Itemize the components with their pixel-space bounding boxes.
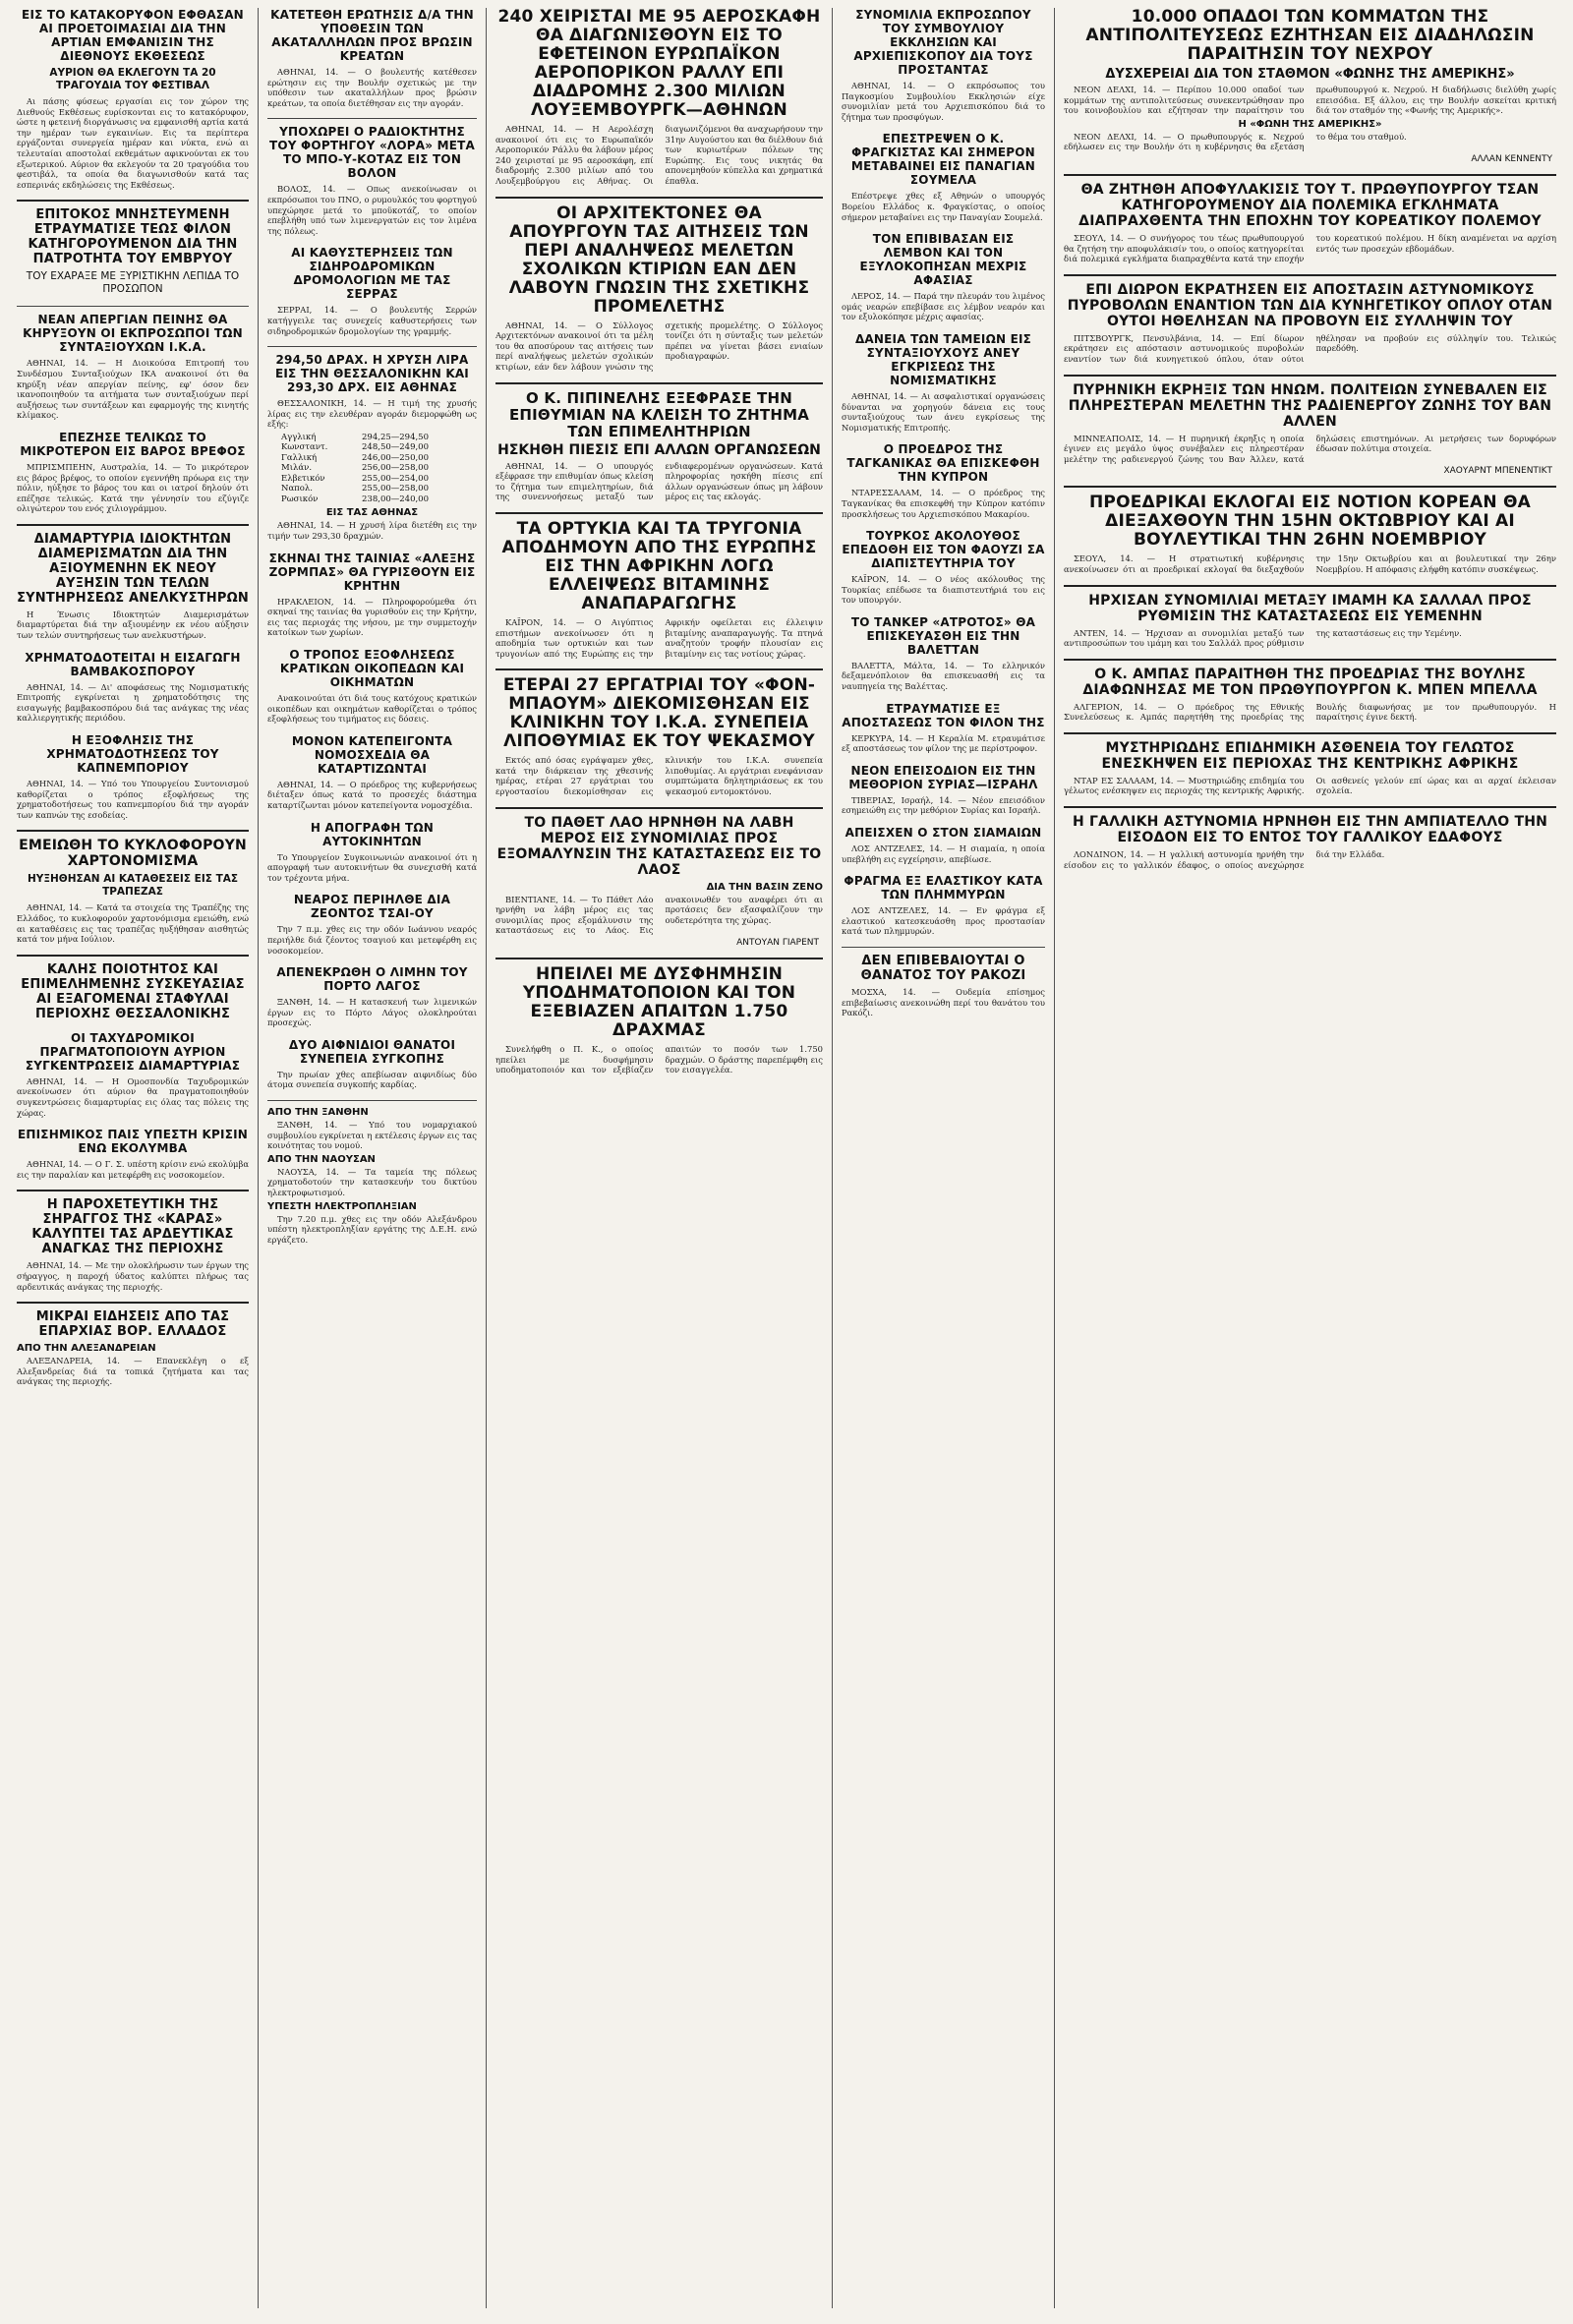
headline: ΝΕΑΝ ΑΠΕΡΓΙΑΝ ΠΕΙΝΗΣ ΘΑ ΚΗΡΥΞΟΥΝ ΟΙ ΕΚΠΡΟΣΩΠΟΙ ΤΩΝ ΣΥΝΤΑΞΙΟΥΧΩΝ Ι.Κ.Α. xyxy=(23,313,243,355)
price-name: Μιλάν. xyxy=(281,463,313,474)
article-body: Αι πάσης φύσεως εργασίαι εις τον χώρον της Διεθνούς Εκθέσεως ευρίσκονται εις το κατακόρυφον, ώστε η φετεινή διοργάνωσις να εμφανισθή αρτία κατά την ημέραν των εγκαινίων. Εις τα περίπτερα εργάζονται συνεργεία ημέραν και νύκτα, ενώ αι τελευταίαι αποστολαί εκθεμάτων αφικνούνται εκ του εξωτερικού. Αύριον θα εκλεγούν τα 20 τραγούδια του φεστιβάλ, τα οποία θα διαγωνισθούν κατά τας εσπερινάς εκδηλώσεις της Εκθέσεως. xyxy=(17,96,249,190)
price-name: Ελβετικόν xyxy=(281,473,325,484)
divider xyxy=(1064,375,1556,377)
article-korea-elections xyxy=(1064,494,1556,574)
article-body: ΒΙΕΝΤΙΑΝΕ, 14. — Το Πάθετ Λάο ηρνήθη να λάβη μέρος εις τας συνομιλίας προς εξομάλυνσιν της καταστάσεως εις το Λάος. Εις ανακοινωθέν του αναφέρει ότι αι προτάσεις δεν εξασφαλίζουν την ουδετερότητα της χώρας. xyxy=(495,894,823,936)
section-label: ΑΠΟ ΤΗΝ ΞΑΝΘΗΝ xyxy=(267,1107,369,1119)
price-value: 255,00—258,00 xyxy=(362,484,429,494)
article-cottonseed xyxy=(17,651,249,724)
headline: ΦΡΑΓΜΑ ΕΞ ΕΛΑΣΤΙΚΟΥ ΚΑΤΑ ΤΩΝ ΠΛΗΜΜΥΡΩΝ xyxy=(844,874,1043,902)
article-body: ΣΕΟΥΛ, 14. — Ο συνήγορος του τέως πρωθυπουργού θα ζητήση την αποφυλάκισίν του, ο οποίος κατηγορείται διά πολεμικά εγκλήματα διαπραχθέντα κατά την εποχήν του κορεατικού πολέμου. Η δίκη αναμένεται να αρχίση εντός των προσεχών εβδομάδων. xyxy=(1064,232,1556,264)
price-value: 256,00—258,00 xyxy=(362,463,429,474)
divider xyxy=(1064,585,1556,587)
price-row xyxy=(281,463,429,474)
section-label: Η «ΦΩΝΗ ΤΗΣ ΑΜΕΡΙΚΗΣ» xyxy=(1238,118,1382,130)
article-body: ΑΘΗΝΑΙ, 14. — Ο βουλευτής κατέθεσεν ερώτησιν εις την Βουλήν σχετικώς με την υπόθεσιν των ακαταλλήλων προς βρώσιν κρεάτων, τα οποία διετέθησαν εις την αγοράν. xyxy=(267,67,477,108)
price-value: 238,00—240,00 xyxy=(362,494,429,504)
article-body: ΑΘΗΝΑΙ, 14. — Ο Γ. Σ. υπέστη κρίσιν ενώ εκολύμβα εις την παραλίαν και μετεφέρθη εις νοσοκομείον. xyxy=(17,1159,249,1180)
headline: Ο ΤΡΟΠΟΣ ΕΞΟΦΛΗΣΕΩΣ ΚΡΑΤΙΚΩΝ ΟΙΚΟΠΕΔΩΝ ΚΑΙ ΟΙΚΗΜΑΤΩΝ xyxy=(279,647,465,689)
article-zorbas xyxy=(267,552,477,638)
divider xyxy=(495,668,823,670)
article-body: ΣΕΡΡΑΙ, 14. — Ο βουλευτής Σερρών κατήγγειλε τας συνεχείς καθυστερήσεις των σιδηροδρομικών δρομολογίων της γραμμής. xyxy=(267,305,477,336)
headline: ΝΕΟΝ ΕΠΕΙΣΟΔΙΟΝ ΕΙΣ ΤΗΝ ΜΕΘΟΡΙΟΝ ΣΥΡΙΑΣ—ΙΣΡΑΗΛ xyxy=(848,763,1038,791)
article-body: ΛΕΡΟΣ, 14. — Παρά την πλευράν του λιμένος ομάς νεαρών επεβίβασε εις λέμβον νεαρόν και τον εξυλοκόπησε μέχρις αφασίας. xyxy=(842,291,1045,322)
article-body: Επέστρεψε χθες εξ Αθηνών ο υπουργός Βορείου Ελλάδος κ. Φραγκίστας, ο οποίος σήμερον μεταβαίνει εις την Παναγίαν Σουμελά. xyxy=(842,191,1045,222)
headline: Ο Κ. ΠΙΠΙΝΕΛΗΣ ΕΞΕΦΡΑΣΕ ΤΗΝ ΕΠΙΘΥΜΙΑΝ ΝΑ ΚΛΕΙΣΗ ΤΟ ΖΗΤΗΜΑ ΤΩΝ ΕΠΙΜΕΛΗΤΗΡΙΩΝ xyxy=(508,388,810,440)
price-row xyxy=(281,433,429,443)
headline: ΑΠΕΙΣΧΕΝ Ο ΣΤΟΝ ΣΙΑΜΑΙΩΝ xyxy=(845,826,1042,841)
article-body: ΒΟΛΟΣ, 14. — Οπως ανεκοίνωσαν οι εκπρόσωποι του ΠΝΟ, ο ρυμουλκός του φορτηγού υπεχώρησε μετά το μποϋκοτάζ, το οποίον επεβλήθη υπό των λιμενεργατών εις τον λιμένα της πόλεως. xyxy=(267,184,477,236)
divider xyxy=(842,947,1045,948)
article-siamese xyxy=(842,826,1045,864)
article-body: ΑΘΗΝΑΙ, 14. — Αι ασφαλιστικαί οργανώσεις δύνανται να χορηγούν δάνεια εις τους συνταξιούχους των άνευ εγκρίσεως της Νομισματικής Επιτροπής. xyxy=(842,390,1045,433)
article-body: Ανακοινούται ότι διά τους κατόχους κρατικών οικοπέδων και οικημάτων καθορίζεται ο τρόπος εξοφλήσεως του τιμήματος εις δόσεις. xyxy=(267,692,477,725)
headline: ΕΙΣ ΤΟ ΚΑΤΑΚΟΡΥΦΟΝ ΕΦΘΑΣΑΝ ΑΙ ΠΡΟΕΤΟΙΜΑΣΙΑΙ ΔΙΑ ΤΗΝ ΑΡΤΙΑΝ ΕΜΦΑΝΙΣΙΝ ΤΗΣ ΔΙΕΘΝΟΥΣ ΕΚΘΕΣΕΩΣ xyxy=(22,8,244,63)
divider xyxy=(1064,274,1556,276)
headline: ΚΑΛΗΣ ΠΟΙΟΤΗΤΟΣ ΚΑΙ ΕΠΙΜΕΛΗΜΕΝΗΣ ΣΥΣΚΕΥΑΣΙΑΣ ΑΙ ΕΞΑΓΟΜΕΝΑΙ ΣΤΑΦΥΛΑΙ ΠΕΡΙΟΧΗΣ ΘΕΣΣΑΛΟΝΙΚΗΣ xyxy=(21,961,245,1021)
price-row xyxy=(281,474,429,485)
price-name: Κωνσταντ. xyxy=(281,442,328,453)
article-body: ΘΕΣΣΑΛΟΝΙΚΗ, 14. — Η τιμή της χρυσής λίρας εις την ελευθέραν αγοράν διεμορφώθη ως εξής: xyxy=(267,398,477,430)
subheadline: ΔΥΣΧΕΡΕΙΑΙ ΔΙΑ ΤΟΝ ΣΤΑΘΜΟΝ «ΦΩΝΗΣ ΤΗΣ ΑΜΕΡΙΚΗΣ» xyxy=(1105,67,1515,82)
subheadline: ΤΟΥ ΕΧΑΡΑΞΕ ΜΕ ΞΥΡΙΣΤΙΚΗΝ ΛΕΠΙΔΑ ΤΟ ΠΡΟΣΩΠΟΝ xyxy=(26,270,240,296)
headline: ΘΑ ΖΗΤΗΘΗ ΑΠΟΦΥΛΑΚΙΣΙΣ ΤΟΥ Τ. ΠΡΩΘΥΠΟΥΡΓΟΥ ΤΣΑΝ ΚΑΤΗΓΟΡΟΥΜΕΝΟΥ ΔΙΑ ΠΟΛΕΜΙΚΑ ΕΓΚΛΗΜΑΤΑ ΔΙΑΠΡΑΧΘΕΝΤΑ ΤΗΝ ΕΠΟΧΗΝ ΤΟΥ ΚΟΡΕΑΤΙΚΟΥ ΠΟΛΕΜΟΥ xyxy=(1078,181,1542,229)
price-row xyxy=(281,484,429,494)
article-xanthi xyxy=(267,1107,477,1245)
subheadline: ΗΣΚΗΘΗ ΠΙΕΣΙΣ ΕΠΙ ΑΛΛΩΝ ΟΡΓΑΝΩΣΕΩΝ xyxy=(497,441,821,458)
article-air-rally xyxy=(495,8,823,187)
headline: ΕΤΡΑΥΜΑΤΙΣΕ ΕΞ ΑΠΟΣΤΑΣΕΩΣ ΤΟΝ ΦΙΛΟΝ ΤΗΣ xyxy=(842,701,1045,729)
headline: ΜΥΣΤΗΡΙΩΔΗΣ ΕΠΙΔΗΜΙΚΗ ΑΣΘΕΝΕΙΑ ΤΟΥ ΓΕΛΩΤΟΣ ΕΝΕΣΚΗΨΕΝ ΕΙΣ ΠΕΡΙΟΧΑΣ ΤΗΣ ΚΕΝΤΡΙΚΗΣ ΑΦΡΙΚΗΣ xyxy=(1101,739,1519,772)
article-gold-pound xyxy=(267,353,477,541)
article-body: ΑΘΗΝΑΙ, 14. — Η Αερολέσχη ανακοινοί ότι εις το Ευρωπαϊκόν Αεροπορικόν Ράλλυ θα λάβουν μέρος 240 χειρισταί με 95 αεροσκάφη, επί διαδρομής 2.300 μιλίων από του Λουξεμβούργου εις Αθήνας. Οι διαγωνιζόμενοι θα αναχωρήσουν την 31ην Αυγούστου και θα διέλθουν διά των κυριωτέρων πόλεων της Ευρώπης. Εις τους νικητάς θα απονεμηθούν κύπελλα και χρηματικά έπαθλα. xyxy=(495,124,823,186)
article-pipinelis xyxy=(495,390,823,502)
price-table xyxy=(281,433,477,505)
headline: ΠΥΡΗΝΙΚΗ ΕΚΡΗΞΙΣ ΤΩΝ ΗΝΩΜ. ΠΟΛΙΤΕΙΩΝ ΣΥΝΕΒΑΛΕΝ ΕΙΣ ΠΛΗΡΕΣΤΕΡΑΝ ΜΕΛΕΤΗΝ ΤΗΣ ΡΑΔΙΕΝΕΡΓΟΥ ΖΩΝΗΣ ΤΟΥ ΒΑΝ ΑΛΛΕΝ xyxy=(1068,381,1552,430)
article-pittsburgh xyxy=(1064,282,1556,365)
price-row xyxy=(281,453,429,464)
article-body: ΚΑΪΡΟΝ, 14. — Ο νέος ακόλουθος της Τουρκίας επέδωσε τα διαπιστευτήριά του εις τον υπουργόν. xyxy=(842,574,1045,606)
headline: ΤΟΥΡΚΟΣ ΑΚΟΛΟΥΘΟΣ ΕΠΕΔΟΘΗ ΕΙΣ ΤΟΝ ΦΑΟΥΖΙ ΣΑ ΔΙΑΠΙΣΤΕΥΤΗΡΙΑ ΤΟΥ xyxy=(842,529,1045,571)
article-body: ΠΙΤΣΒΟΥΡΓΚ, Πενσυλβάνια, 14. — Επί δίωρον εκράτησεν εις απόστασιν αστυνομικούς πυροβολών εναντίον των διά κυνηγετικού όπλου, όταν ούτοι ηθέλησαν να προβούν εις σύλληψίν του. Τελικώς παρεδόθη. xyxy=(1064,332,1556,364)
article-yemen xyxy=(1064,593,1556,649)
divider xyxy=(1064,659,1556,661)
section-label: ΑΠΟ ΤΗΝ ΝΑΟΥΣΑΝ xyxy=(267,1153,376,1165)
article-swimmer xyxy=(17,1128,249,1180)
headline: ΑΙ ΚΑΘΥΣΤΕΡΗΣΕΙΣ ΤΩΝ ΣΙΔΗΡΟΔΡΟΜΙΚΩΝ ΔΡΟΜΟΛΟΓΙΩΝ ΜΕ ΤΑΣ ΣΕΡΡΑΣ xyxy=(291,246,453,302)
byline: ΑΝΤΟΥΑΝ ΓΙΑΡΕΝΤ xyxy=(736,938,819,949)
article-boat xyxy=(842,232,1045,322)
article-body: ΝΤΑΡΕΣΣΑΛΑΜ, 14. — Ο πρόεδρος της Ταγκανίκας θα επισκεφθή την Κύπρον κατόπιν προσκλήσεως του Αρχιεπισκόπου Μακαρίου. xyxy=(842,488,1045,519)
article-body: ΜΠΡΙΣΜΠΕΗΝ, Αυστραλία, 14. — Το μικρότερον εις βάρος βρέφος, το οποίον εγεννήθη πρόωρα εις την πόλιν, ηύξησε το βάρος του και οι ιατροί δηλούν ότι επέζησε τελικώς. Κατά την γέννησίν του εζύγιζε ολιγώτερον του ενός χιλιογράμμου. xyxy=(17,461,249,514)
article-blackmail xyxy=(495,965,823,1075)
article-body: ΑΘΗΝΑΙ, 14. — Η Ομοσπονδία Ταχυδρομικών ανεκοίνωσεν ότι αύριον θα πραγματοποιηθούν συγκεντρώσεις διαμαρτυρίας εις όλας τας πόλεις της χώρας. xyxy=(17,1075,249,1118)
article-body: ΝΤΑΡ ΕΣ ΣΑΛΑΑΜ, 14. — Μυστηριώδης επιδημία του γέλωτος ενέσκηψεν εις περιοχάς της κεντρικής Αφρικής. Οι ασθενείς γελούν επί ώρας και αι αρχαί έκλεισαν σχολεία. xyxy=(1064,775,1556,796)
divider xyxy=(495,807,823,809)
headline: ΗΡΧΙΣΑΝ ΣΥΝΟΜΙΛΙΑΙ ΜΕΤΑΞΥ ΙΜΑΜΗ ΚΑ ΣΑΛΛΑΛ ΠΡΟΣ ΡΥΘΜΙΣΙΝ ΤΗΣ ΚΑΤΑΣΤΑΣΕΩΣ ΕΙΣ ΥΕΜΕΝΗΝ xyxy=(1088,592,1532,624)
newspaper-page xyxy=(8,8,1565,2308)
headline: 294,50 ΔΡΑΧ. Η ΧΡΥΣΗ ΛΙΡΑ ΕΙΣ ΤΗΝ ΘΕΣΣΑΛΟΝΙΚΗΝ ΚΑΙ 293,30 ΔΡΧ. ΕΙΣ ΑΘΗΝΑΣ xyxy=(275,353,469,395)
article-body: ΚΕΡΚΥΡΑ, 14. — Η Κεραλία Μ. ετραυμάτισε εξ αποστάσεως τον φίλον της με περίστροφον. xyxy=(842,732,1045,754)
headline: ΕΤΕΡΑΙ 27 ΕΡΓΑΤΡΙΑΙ ΤΟΥ «ΦΟΝ-ΜΠΑΟΥΜ» ΔΙΕΚΟΜΙΣΘΗΣΑΝ ΕΙΣ ΚΛΙΝΙΚΗΝ ΤΟΥ Ι.Κ.Α. ΣΥΝΕΠΕΙΑ ΛΙΠΟΘΥΜΙΑΣ ΕΚ ΤΟΥ ΨΕΚΑΣΜΟΥ xyxy=(502,675,816,752)
price-name: Αγγλική xyxy=(281,432,317,442)
headline: Η ΑΠΟΓΡΑΦΗ ΤΩΝ ΑΥΤΟΚΙΝΗΤΩΝ xyxy=(310,820,435,848)
article-van-allen xyxy=(1064,382,1556,477)
article-tunnel xyxy=(17,1197,249,1292)
article-workers xyxy=(495,676,823,796)
article-porto-lagos xyxy=(267,965,477,1028)
article-body: ΝΑΟΥΣΑ, 14. — Τα ταμεία της πόλεως χρηματοδοτούν την κατασκευήν του δικτύου ηλεκτροφωτισμού. xyxy=(267,1166,477,1198)
divider xyxy=(1064,806,1556,808)
article-body: ΣΕΟΥΛ, 14. — Η στρατιωτική κυβέρνησις ανεκοίνωσεν ότι αι προεδρικαί εκλογαί θα διεξαχθούν την 15ην Οκτωβρίου και αι βουλευτικαί την 26ην Νοεμβρίου. Η απόφασις ελήφθη κατόπιν συσκέψεως. xyxy=(1064,553,1556,574)
headline: ΕΠΙ ΔΙΩΡΟΝ ΕΚΡΑΤΗΣΕΝ ΕΙΣ ΑΠΟΣΤΑΣΙΝ ΑΣΤΥΝΟΜΙΚΟΥΣ ΠΥΡΟΒΟΛΩΝ ΕΝΑΝΤΙΟΝ ΤΩΝ ΔΙΑ ΚΥΝΗΓΕΤΙΚΟΥ ΟΠΛΟΥ ΟΤΑΝ ΟΥΤΟΙ ΗΘΕΛΗΣΑΝ ΝΑ ΠΡΟΒΟΥΝ ΕΙΣ ΣΥΛΛΗΨΙΝ ΤΟΥ xyxy=(1067,281,1553,329)
article-body: ΜΙΝΝΕΑΠΟΛΙΣ, 14. — Η πυρηνική έκρηξις η οποία έγινεν εις μεγάλο ύψος συνέβαλεν εις πληρεστέραν μελέτην της ραδιενεργού ζώνης του Βαν Άλλεν, κατά δηλώσεις επιστημόνων. Αι μετρήσεις των δορυφόρων έδωσαν πολύτιμα στοιχεία. xyxy=(1064,433,1556,464)
price-value: 248,50—249,00 xyxy=(362,442,429,453)
article-body: ΛΟΝΔΙΝΟΝ, 14. — Η γαλλική αστυνομία ηρνήθη την είσοδον εις το γαλλικόν έδαφος, ο οποίος ανεχώρησε διά την Ελλάδα. xyxy=(1064,849,1385,870)
article-rakosi xyxy=(842,954,1045,1018)
price-row xyxy=(281,442,429,453)
headline: ΕΠΙΤΟΚΟΣ ΜΝΗΣΤΕΥΜΕΝΗ ΕΤΡΑΥΜΑΤΙΣΕ ΤΕΩΣ ΦΙΛΟΝ ΚΑΤΗΓΟΡΟΥΜΕΝΟΝ ΔΙΑ ΤΗΝ ΠΑΤΡΟΤΗΤΑ ΤΟΥ ΕΜΒΡΥΟΥ xyxy=(28,207,238,267)
article-tanker xyxy=(842,615,1045,692)
article-body: ΝΕΟΝ ΔΕΛΧΙ, 14. — Περίπου 10.000 οπαδοί των κομμάτων της αντιπολιτεύσεως συνεκεντρώθησαν προ του κοινοβουλίου και εζήτησαν την παραίτησιν του πρωθυπουργού κ. Νεχρού. Η διαδήλωσις διελύθη χωρίς επεισόδια. Εξ άλλου, εις την Βουλήν ασκείται κριτική διά τον σταθμόν της «Φωνής της Αμερικής». xyxy=(1064,85,1556,116)
headline: Ο ΠΡΟΕΔΡΟΣ ΤΗΣ ΤΑΓΚΑΝΙΚΑΣ ΘΑ ΕΠΙΣΚΕΦΘΗ ΤΗΝ ΚΥΠΡΟΝ xyxy=(846,442,1040,485)
headline: Η ΠΑΡΟΧΕΤΕΥΤΙΚΗ ΤΗΣ ΣΗΡΑΓΓΟΣ ΤΗΣ «ΚΑΡΑΣ» ΚΑΛΥΠΤΕΙ ΤΑΣ ΑΡΔΕΥΤΙΚΑΣ ΑΝΑΓΚΑΣ ΤΗΣ ΠΕΡΙΟΧΗΣ xyxy=(31,1197,234,1257)
article-body: ΗΡΑΚΛΕΙΟΝ, 14. — Πληροφορούμεθα ότι σκηναί της ταινίας θα γυρισθούν εις την Κρήτην, εις τας περιοχάς της νήσου, με την συμμετοχήν κατοίκων των χωρίων. xyxy=(267,596,477,638)
divider xyxy=(267,346,477,347)
article-body: ΞΑΝΘΗ, 14. — Υπό του νομαρχιακού συμβουλίου εγκρίνεται η εκτέλεσις έργων εις τας κοινότητας του νομού. xyxy=(267,1120,477,1151)
article-deaths xyxy=(267,1038,477,1090)
price-name: Ρωσικόν xyxy=(281,494,319,504)
article-body: ΞΑΝΘΗ, 14. — Η κατασκευή των λιμενικών έργων εις το Πόρτο Λάγος ολοκληρούται προσεχώς. xyxy=(267,997,477,1028)
article-elevators xyxy=(17,532,249,641)
article-body: ΒΑΛΕΤΤΑ, Μάλτα, 14. — Το ελληνικόν δεξαμενόπλοιον θα επισκευασθή εις τα ναυπηγεία της Βαλέττας. xyxy=(842,660,1045,692)
section-label: ΥΠΕΣΤΗ ΗΛΕΚΤΡΟΠΛΗΞΙΑΝ xyxy=(267,1200,417,1212)
headline: Η ΕΞΟΦΛΗΣΙΣ ΤΗΣ ΧΡΗΜΑΤΟΔΟΤΗΣΕΩΣ ΤΟΥ ΚΑΠΝΕΜΠΟΡΙΟΥ xyxy=(46,733,219,776)
article-architects xyxy=(495,204,823,373)
article-body: Το Υπουργείον Συγκοινωνιών ανακοινοί ότι η απογραφή των αυτοκινήτων θα συνεχισθή κατά τον τρέχοντα μήνα. xyxy=(267,851,477,883)
article-body: ΑΘΗΝΑΙ, 14. — Με την ολοκλήρωσιν των έργων της σήραγγος, η παροχή ύδατος καλύπτει πλήρως τας αρδευτικάς ανάγκας της περιοχής. xyxy=(17,1260,249,1292)
headline: ΤΑ ΟΡΤΥΚΙΑ ΚΑΙ ΤΑ ΤΡΥΓΟΝΙΑ ΑΠΟΔΗΜΟΥΝ ΑΠΟ ΤΗΣ ΕΥΡΩΠΗΣ ΕΙΣ ΤΗΝ ΑΦΡΙΚΗΝ ΛΟΓΩ ΕΛΛΕΙΨΕΩΣ ΒΙΤΑΜΙΝΗΣ ΑΝΑΠΑΡΑΓΩΓΗΣ xyxy=(501,518,817,613)
article-body: ΝΕΟΝ ΔΕΛΧΙ, 14. — Ο πρωθυπουργός κ. Νεχρού εδήλωσεν εις την Βουλήν ότι η κυβέρνησις θα εξετάση το θέμα του σταθμού. xyxy=(1064,131,1407,152)
article-body: ΑΝΤΕΝ, 14. — Ήρχισαν αι συνομιλίαι μεταξύ των αντιπροσώπων του ιμάμη και του Σαλλάλ προς ρύθμισιν της καταστάσεως εις την Υεμένην. xyxy=(1064,627,1462,649)
article-body: Την 7.20 π.μ. χθες εις την οδόν Αλεξάνδρου υπέστη ηλεκτροπληξίαν εργάτης της Δ.Ε.Η. ενώ εργάζετο. xyxy=(267,1213,477,1245)
article-state-plots xyxy=(267,648,477,725)
headline: ΚΑΤΕΤΕΘΗ ΕΡΩΤΗΣΙΣ Δ/Α ΤΗΝ ΥΠΟΘΕΣΙΝ ΤΩΝ ΑΚΑΤΑΛΛΗΛΩΝ ΠΡΟΣ ΒΡΩΣΙΝ ΚΡΕΑΤΩΝ xyxy=(270,8,474,63)
divider xyxy=(17,830,249,832)
divider xyxy=(495,512,823,514)
divider xyxy=(17,1190,249,1191)
divider xyxy=(267,118,477,119)
article-syria-israel xyxy=(842,764,1045,816)
article-body: ΛΟΣ ΑΝΤΖΕΛΕΣ, 14. — Η σιαμαία, η οποία υπεβλήθη εις εγχείρησιν, απεβίωσε. xyxy=(842,843,1045,864)
divider xyxy=(17,200,249,202)
article-body: ΑΘΗΝΑΙ, 14. — Κατά τα στοιχεία της Τραπέζης της Ελλάδος, το κυκλοφορούν χαρτονόμισμα εμειώθη, ενώ αι καταθέσεις εις τας τραπέζας ηυξήθησαν αισθητώς κατά τον μήνα Ιούλιον. xyxy=(17,902,249,945)
byline: ΑΛΛΑΝ ΚΕΝΝΕΝΤΥ xyxy=(1471,153,1552,164)
article-regional-news xyxy=(17,1309,249,1387)
headline: ΔΑΝΕΙΑ ΤΩΝ ΤΑΜΕΙΩΝ ΕΙΣ ΣΥΝΤΑΞΙΟΥΧΟΥΣ ΑΝΕΥ ΕΓΚΡΙΣΕΩΣ ΤΗΣ ΝΟΜΙΣΜΑΤΙΚΗΣ xyxy=(854,331,1032,387)
headline: ΤΟΝ ΕΠΙΒΙΒΑΣΑΝ ΕΙΣ ΛΕΜΒΟΝ ΚΑΙ ΤΟΝ ΕΞΥΛΟΚΟΠΗΣΑΝ ΜΕΧΡΙΣ ΑΦΑΣΙΑΣ xyxy=(859,232,1027,288)
article-festival xyxy=(17,8,249,190)
headline: ΥΠΟΧΩΡΕΙ Ο ΡΑΔΙΟΚΤΗΤΗΣ ΤΟΥ ΦΟΡΤΗΓΟΥ «ΛΟΡΑ» ΜΕΤΑ ΤΟ ΜΠΟ-Υ-ΚΟΤΑΖ ΕΙΣ ΤΟΝ ΒΟΛΟΝ xyxy=(268,125,476,181)
headline: ΕΠΕΖΗΣΕ ΤΕΛΙΚΩΣ ΤΟ ΜΙΚΡΟΤΕΡΟΝ ΕΙΣ ΒΑΡΟΣ ΒΡΕΦΟΣ xyxy=(20,430,246,458)
headline: Η ΓΑΛΛΙΚΗ ΑΣΤΥΝΟΜΙΑ ΗΡΝΗΘΗ ΕΙΣ ΤΗΝ ΑΜΠΙΑΤΕΛΛΟ ΤΗΝ ΕΙΣΟΔΟΝ ΕΙΣ ΤΟ ΕΝΤΟΣ ΤΟΥ ΓΑΛΛΙΚΟΥ ΕΔΑΦΟΥΣ xyxy=(1072,814,1548,846)
article-fiancee xyxy=(17,207,249,296)
headline: ΠΡΟΕΔΡΙΚΑΙ ΕΚΛΟΓΑΙ ΕΙΣ ΝΟΤΙΟΝ ΚΟΡΕΑΝ ΘΑ ΔΙΕΞΑΧΘΟΥΝ ΤΗΝ 15ΗΝ ΟΚΤΩΒΡΙΟΥ ΚΑΙ ΑΙ ΒΟΥΛΕΥΤΙΚΑΙ ΤΗΝ 26ΗΝ ΝΟΕΜΒΡΙΟΥ xyxy=(1089,493,1531,551)
price-value: 246,00—250,00 xyxy=(362,452,429,463)
byline: ΧΑΟΥΑΡΝΤ ΜΠΕΝΕΝΤΙΚΤ xyxy=(1443,466,1552,477)
article-body: ΑΘΗΝΑΙ, 14. — Υπό του Υπουργείου Συντονισμού καθορίζεται ο τρόπος εξοφλήσεως της χρηματοδοτήσεως του καπνεμπορίου διά την αγοράν των καπνών της εσοδείας. xyxy=(17,779,249,820)
headline: ΣΥΝΟΜΙΛΙΑ ΕΚΠΡΟΣΩΠΟΥ ΤΟΥ ΣΥΜΒΟΥΛΙΟΥ ΕΚΚΛΗΣΙΩΝ ΚΑΙ ΑΡΧΙΕΠΙΣΚΟΠΟΥ ΔΙΑ ΤΟΥΣ ΠΡΟΣΤΑΝΤΑΣ xyxy=(853,8,1033,77)
headline: ΑΠΕΝΕΚΡΩΘΗ Ο ΛΙΜΗΝ ΤΟΥ ΠΟΡΤΟ ΛΑΓΟΣ xyxy=(276,965,468,994)
article-tanganyika xyxy=(842,442,1045,519)
headline: ΔΥΟ ΑΙΦΝΙΔΙΟΙ ΘΑΝΑΤΟΙ ΣΥΝΕΠΕΙΑ ΣΥΓΚΟΠΗΣ xyxy=(288,1037,456,1066)
subheadline: ΑΥΡΙΟΝ ΘΑ ΕΚΛΕΓΟΥΝ ΤΑ 20 ΤΡΑΓΟΥΔΙΑ ΤΟΥ ΦΕΣΤΙΒΑΛ xyxy=(49,67,216,91)
section-label: ΑΠΟ ΤΗΝ ΑΛΕΞΑΝΔΡΕΙΑΝ xyxy=(17,1343,156,1355)
headline: ΕΜΕΙΩΘΗ ΤΟ ΚΥΚΛΟΦΟΡΟΥΝ ΧΑΡΤΟΝΟΜΙΣΜΑ xyxy=(19,838,247,870)
headline: ΕΠΕΣΤΡΕΨΕΝ Ο Κ. ΦΡΑΓΚΙΣΤΑΣ ΚΑΙ ΣΗΜΕΡΟΝ ΜΕΤΑΒΑΙΝΕΙ ΕΙΣ ΠΑΝΑΓΙΑΝ ΣΟΥΜΕΛΑ xyxy=(850,132,1036,188)
headline: ΧΡΗΜΑΤΟΔΟΤΕΙΤΑΙ Η ΕΙΣΑΓΩΓΗ ΒΑΜΒΑΚΟΣΠΟΡΟΥ xyxy=(25,650,241,678)
headline: Ο Κ. ΑΜΠΑΣ ΠΑΡΑΙΤΗΘΗ ΤΗΣ ΠΡΟΕΔΡΙΑΣ ΤΗΣ ΒΟΥΛΗΣ ΔΙΑΦΩΝΗΣΑΣ ΜΕ ΤΟΝ ΠΡΩΘΥΠΟΥΡΓΟΝ Κ. ΜΠΕΝ ΜΠΕΛΛΑ xyxy=(1082,666,1538,698)
headline: ΣΚΗΝΑΙ ΤΗΣ ΤΑΙΝΙΑΣ «ΑΛΕΞΗΣ ΖΟΡΜΠΑΣ» ΘΑ ΓΥΡΙΣΘΟΥΝ ΕΙΣ ΚΡΗΤΗΝ xyxy=(268,551,476,593)
article-turkish-attache xyxy=(842,529,1045,606)
headline: ΤΟ ΠΑΘΕΤ ΛΑΟ ΗΡΝΗΘΗ ΝΑ ΛΑΒΗ ΜΕΡΟΣ ΕΙΣ ΣΥΝΟΜΙΛΙΑΣ ΠΡΟΣ ΕΞΟΜΑΛΥΝΣΙΝ ΤΗΣ ΚΑΤΑΣΤΑΣΕΩΣ ΕΙΣ ΤΟ ΛΑΟΣ xyxy=(496,814,822,878)
article-loans xyxy=(842,332,1045,433)
article-body: ΑΘΗΝΑΙ, 14. — Ο Σύλλογος Αρχιτεκτόνων ανακοινοί ότι τα μέλη του θα αποσύρουν τας αιτήσεις των περί αναλήψεως μελετών σχολικών κτιρίων, εάν δεν λάβουν γνώσιν της σχετικής προμελέτης. Ο Σύλλογος τονίζει ότι η σύνταξις των μελετών πρέπει να γίνεται βάσει ενιαίων προδιαγραφών. xyxy=(495,320,823,372)
article-nehru xyxy=(1064,8,1556,164)
article-body: ΑΘΗΝΑΙ, 14. — Ο πρόεδρος της κυβερνήσεως διέταξεν όπως κατά το προσεχές διάστημα καταρτίζωνται μόνον κατεπείγοντα νομοσχέδια. xyxy=(267,779,477,810)
headline: ΔΕΝ ΕΠΙΒΕΒΑΙΟΥΤΑΙ Ο ΘΑΝΑΤΟΣ ΤΟΥ ΡΑΚΟΖΙ xyxy=(860,954,1026,983)
divider xyxy=(267,1100,477,1101)
headline: ΜΟΝΟΝ ΚΑΤΕΠΕΙΓΟΝΤΑ ΝΟΜΟΣΧΕΔΙΑ ΘΑ ΚΑΤΑΡΤΙΖΩΝΤΑΙ xyxy=(291,733,453,776)
column-1 xyxy=(8,8,259,2308)
article-grapes xyxy=(17,962,249,1021)
article-body: ΑΘΗΝΑΙ, 14. — Ο υπουργός εξέφρασε την επιθυμίαν όπως κλείση το ζήτημα των επιμελητηρίων, διά της συνεννοήσεως μεταξύ των ενδιαφερομένων οργανώσεων. Κατά πληροφορίας ησκήθη πίεσις επί άλλων οργανώσεων όπως μη λάβουν μέρος εις τας εκλογάς. xyxy=(495,460,823,502)
divider xyxy=(17,524,249,526)
price-value: 294,25—294,50 xyxy=(362,432,429,442)
divider xyxy=(1064,486,1556,488)
article-body: ΑΘΗΝΑΙ, 14. — Η χρυσή λίρα διετέθη εις την τιμήν των 293,30 δραχμών. xyxy=(267,520,477,541)
column-2 xyxy=(259,8,487,2308)
article-korea-pm xyxy=(1064,182,1556,264)
column-5 xyxy=(1055,8,1565,2308)
headline: ΜΙΚΡΑΙ ΕΙΔΗΣΕΙΣ ΑΠΟ ΤΑΣ ΕΠΑΡΧΙΑΣ ΒΟΡ. ΕΛΛΑΔΟΣ xyxy=(35,1309,230,1340)
price-value: 255,00—254,00 xyxy=(362,473,429,484)
column-3 xyxy=(487,8,833,2308)
divider xyxy=(495,197,823,199)
headline: ΔΙΑΜΑΡΤΥΡΙΑ ΙΔΙΟΚΤΗΤΩΝ ΔΙΑΜΕΡΙΣΜΑΤΩΝ ΔΙΑ ΤΗΝ ΑΞΙΟΥΜΕΝΗΝ ΕΚ ΝΕΟΥ ΑΥΞΗΣΙΝ ΤΩΝ ΤΕΛΩΝ ΣΥΝΤΗΡΗΣΕΩΣ ΑΝΕΛΚΥΣΤΗΡΩΝ xyxy=(17,531,249,606)
article-body: ΤΙΒΕΡΙΑΣ, Ισραήλ, 14. — Νέον επεισόδιον εσημειώθη εις την μεθόριον Συρίας και Ισραήλ. xyxy=(842,794,1045,816)
article-body: ΜΟΣΧΑ, 14. — Ουδεμία επίσημος επιβεβαίωσις ανεκοινώθη περί του θανάτου του Ρακόζι. xyxy=(842,987,1045,1018)
article-postal xyxy=(17,1031,249,1118)
article-tea xyxy=(267,893,477,956)
divider xyxy=(1064,174,1556,176)
article-laos xyxy=(495,815,823,948)
article-quails xyxy=(495,520,823,659)
article-baby xyxy=(17,431,249,514)
article-body: Η Ένωσις Ιδιοκτητών Διαμερισμάτων διαμαρτύρεται διά την αξιουμένην εκ νέου αύξησιν των τελών συντηρήσεως των ανελκυστήρων. xyxy=(17,609,249,641)
subheadline: ΗΥΞΗΘΗΣΑΝ ΑΙ ΚΑΤΑΘΕΣΕΙΣ ΕΙΣ ΤΑΣ ΤΡΑΠΕΖΑΣ xyxy=(27,873,239,899)
divider xyxy=(495,382,823,384)
article-flood-dam xyxy=(842,874,1045,937)
divider xyxy=(495,958,823,959)
divider xyxy=(17,1302,249,1304)
article-lora xyxy=(267,125,477,236)
divider xyxy=(17,306,249,307)
article-railways xyxy=(267,246,477,336)
article-body: ΑΛΓΕΡΙΟΝ, 14. — Ο πρόεδρος της Εθνικής Συνελεύσεως κ. Αμπάς παρητήθη της προεδρίας της Βουλής διαφωνήσας με τον πρωθυπουργόν. Η παραίτησις έγινε δεκτή. xyxy=(1064,701,1556,723)
column-4 xyxy=(833,8,1055,2308)
divider xyxy=(1064,732,1556,734)
section-label: ΔΙΑ ΤΗΝ ΒΑΣΙΝ ΖΕΝΟ xyxy=(706,881,823,893)
article-body: Εκτός από όσας εγράψαμεν χθες, κατά την διάρκειαν της χθεσινής ημέρας, ετέραι 27 εργάτριαι του εργοστασίου διεκομίσθησαν εις κλινικήν του Ι.Κ.Α. συνεπεία λιποθυμίας. Αι εργάτριαι ενεφάνισαν συμπτώματα δηλητηριάσεως εκ του ψεκασμού εντομοκτόνου. xyxy=(495,755,823,797)
headline: ΤΟ ΤΑΝΚΕΡ «ΑΤΡΟΤΟΣ» ΘΑ ΕΠΙΣΚΕΥΑΣΘΗ ΕΙΣ ΤΗΝ ΒΑΛΕΤΤΑΝ xyxy=(850,614,1036,657)
headline: ΟΙ ΤΑΧΥΔΡΟΜΙΚΟΙ ΠΡΑΓΜΑΤΟΠΟΙΟΥΝ ΑΥΡΙΟΝ ΣΥΓΚΕΝΤΡΩΣΕΙΣ ΔΙΑΜΑΡΤΥΡΙΑΣ xyxy=(25,1030,241,1073)
article-body: ΑΘΗΝΑΙ, 14. — Δι' αποφάσεως της Νομισματικής Επιτροπής εγκρίνεται η χρηματοδότησις της εισαγωγής βαμβακοσπόρου διά τας ανάγκας της νέας καλλιεργητικής περιόδου. xyxy=(17,681,249,724)
article-cars xyxy=(267,821,477,884)
article-bills xyxy=(267,734,477,811)
article-tobacco xyxy=(17,733,249,820)
article-fragkistas xyxy=(842,132,1045,222)
headline: 240 ΧΕΙΡΙΣΤΑΙ ΜΕ 95 ΑΕΡΟΣΚΑΦΗ ΘΑ ΔΙΑΓΩΝΙΣΘΟΥΝ ΕΙΣ ΤΟ ΕΦΕΤΕΙΝΟΝ ΕΥΡΩΠΑΪΚΟΝ ΑΕΡΟΠΟΡΙΚΟΝ ΡΑΛΛΥ ΕΠΙ ΔΙΑΔΡΟΜΗΣ 2.300 ΜΙΛΙΩΝ ΛΟΥΞΕΜΒΟΥΡΓΚ—ΑΘΗΝΩΝ xyxy=(497,8,821,120)
article-body: ΑΘΗΝΑΙ, 14. — Ο εκπρόσωπος του Παγκοσμίου Συμβουλίου Εκκλησιών είχε συνομιλίαν μετά του Αρχιεπισκόπου διά το ζήτημα των προσφύγων. xyxy=(842,81,1045,122)
article-body: ΑΛΕΞΑΝΔΡΕΙΑ, 14. — Επανεκλέγη ο εξ Αλεξανδρείας διά τα τοπικά ζητήματα και τας ανάγκας της περιοχής. xyxy=(17,1356,249,1387)
article-laughter xyxy=(1064,740,1556,796)
price-row xyxy=(281,494,429,505)
divider xyxy=(17,955,249,957)
article-pensioners xyxy=(17,313,249,421)
article-body: ΚΑΪΡΟΝ, 14. — Ο Αιγύπτιος επιστήμων ανεκοίνωσεν ότι η αποδημία των ορτυκιών και των τρυγονίων από της Ευρώπης εις την Αφρικήν οφείλεται εις έλλειψιν βιταμίνης αναπαραγωγής. Τα πτηνά αναζητούν τροφήν πλουσίαν εις βιταμίνην εις τας νοτίους χώρας. xyxy=(495,616,823,659)
headline: ΝΕΑΡΟΣ ΠΕΡΙΗΛΘΕ ΔΙΑ ΖΕΟΝΤΟΣ ΤΣΑΙ-ΟΥ xyxy=(293,893,451,921)
article-church xyxy=(842,8,1045,122)
article-body: ΑΘΗΝΑΙ, 14. — Η Διοικούσα Επιτροπή του Συνδέσμου Συνταξιούχων ΙΚΑ ανακοινοί ότι θα κηρύξη νέαν απεργίαν πείνης, εφ' όσον δεν ικανοποιηθούν τα αιτήματα των συνταξιούχων περί αυξήσεως των συντάξεων και εφαρμογής της κινητής κλίμακος. xyxy=(17,358,249,421)
price-name: Ναπολ. xyxy=(281,484,313,494)
article-body: ΛΟΣ ΑΝΤΖΕΛΕΣ, 14. — Εν φράγμα εξ ελαστικού κατεσκευάσθη προς προστασίαν κατά των πλημμυρών. xyxy=(842,905,1045,937)
article-body: Την πρωίαν χθες απεβίωσαν αιφνιδίως δύο άτομα συνεπεία συγκοπής καρδίας. xyxy=(267,1069,477,1090)
article-body: Την 7 π.μ. χθες εις την οδόν Ιωάννου νεαρός περιήλθε διά ζέοντος τσαγιού και μετεφέρθη εις νοσοκομείον. xyxy=(267,924,477,956)
article-abbas xyxy=(1064,667,1556,723)
section-label: ΕΙΣ ΤΑΣ ΑΘΗΝΑΣ xyxy=(325,507,419,519)
price-name: Γαλλική xyxy=(281,452,318,463)
headline: ΗΠΕΙΛΕΙ ΜΕ ΔΥΣΦΗΜΗΣΙΝ ΥΠΟΔΗΜΑΤΟΠΟΙΟΝ ΚΑΙ ΤΟΝ ΕΞΕΒΙΑΖΕΝ ΑΠΑΙΤΩΝ 1.750 ΔΡΑΧΜΑΣ xyxy=(522,964,796,1041)
article-shooting xyxy=(842,702,1045,754)
headline: ΟΙ ΑΡΧΙΤΕΚΤΟΝΕΣ ΘΑ ΑΠΟΥΡΓΟΥΝ ΤΑΣ ΑΙΤΗΣΕΙΣ ΤΩΝ ΠΕΡΙ ΑΝΑΛΗΨΕΩΣ ΜΕΛΕΤΩΝ ΣΧΟΛΙΚΩΝ ΚΤΙΡΙΩΝ ΕΑΝ ΔΕΝ ΛΑΒΟΥΝ ΓΝΩΣΙΝ ΤΗΣ ΣΧΕΤΙΚΗΣ ΠΡΟΜΕΛΕΤΗΣ xyxy=(508,203,810,317)
headline: 10.000 ΟΠΑΔΟΙ ΤΩΝ ΚΟΜΜΑΤΩΝ ΤΗΣ ΑΝΤΙΠΟΛΙΤΕΥΣΕΩΣ ΕΖΗΤΗΣΑΝ ΕΙΣ ΔΙΑΔΗΛΩΣΙΝ ΠΑΡΑΙΤΗΣΙΝ ΤΟΥ ΝΕΧΡΟΥ xyxy=(1085,8,1535,64)
article-meat xyxy=(267,8,477,108)
article-french-police xyxy=(1064,814,1556,870)
article-body: Συνελήφθη ο Π. Κ., ο οποίος ηπείλει με δυσφήμησιν υποδηματοποιόν και τον εξεβίαζεν απαιτών το ποσόν των 1.750 δραχμών. Ο δράστης παρεπέμφθη εις τον εισαγγελέα. xyxy=(495,1044,823,1075)
article-currency xyxy=(17,838,249,944)
headline: ΕΠΙΣΗΜΙΚΟΣ ΠΑΙΣ ΥΠΕΣΤΗ ΚΡΙΣΙΝ ΕΝΩ ΕΚΟΛΥΜΒΑ xyxy=(18,1128,248,1156)
